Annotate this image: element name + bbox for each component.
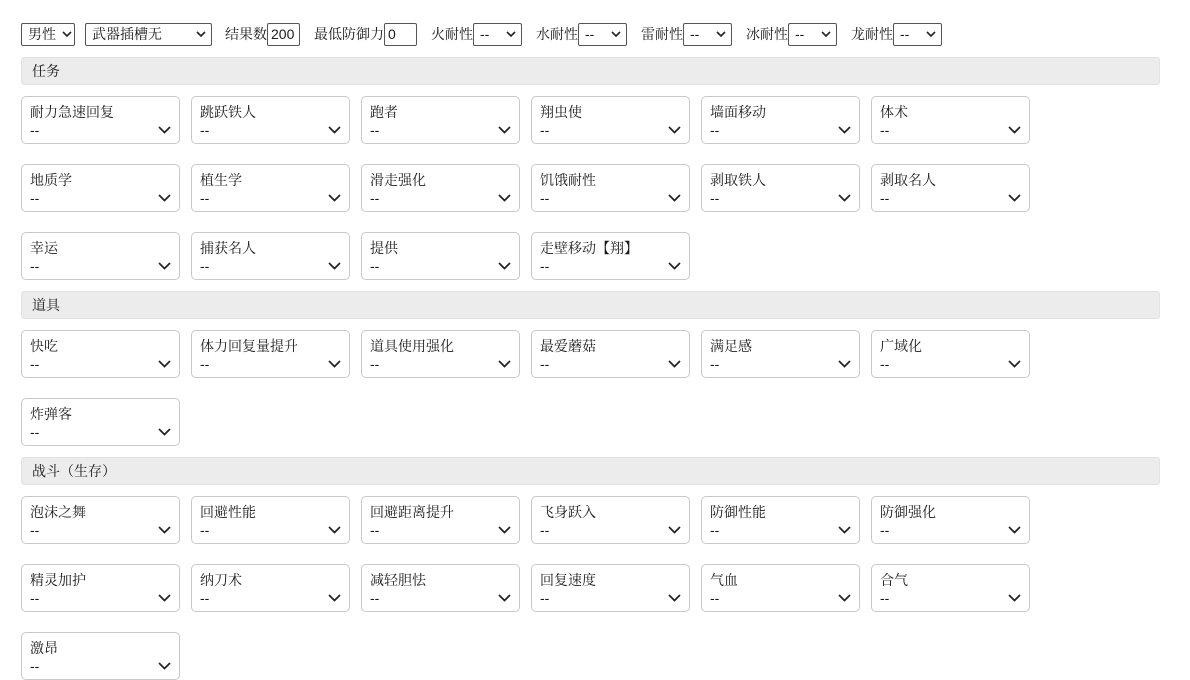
skill-level-value: -- bbox=[30, 424, 40, 440]
skill-level-select[interactable] bbox=[30, 258, 171, 274]
thunder-resistance-select[interactable] bbox=[683, 23, 732, 46]
skill-name: 体力回复量提升 bbox=[200, 338, 298, 354]
chevron-down-icon bbox=[328, 526, 341, 534]
chevron-down-icon bbox=[838, 594, 851, 602]
skill-name: 回复速度 bbox=[540, 572, 596, 588]
fire-resistance-label: 火耐性 bbox=[431, 26, 473, 42]
skill-name: 防御性能 bbox=[710, 504, 766, 520]
chevron-down-icon bbox=[1008, 194, 1021, 202]
thunder-resistance-label: 雷耐性 bbox=[641, 26, 683, 42]
skill-level-select[interactable] bbox=[370, 356, 511, 372]
skill-list bbox=[21, 496, 1160, 680]
skill-name: 地质学 bbox=[30, 172, 72, 188]
ice-resistance-value: -- bbox=[795, 26, 805, 42]
skill-name: 纳刀术 bbox=[200, 572, 242, 588]
skill-name: 幸运 bbox=[30, 240, 58, 256]
chevron-down-icon bbox=[498, 194, 511, 202]
chevron-down-icon bbox=[1008, 126, 1021, 134]
skill-name: 合气 bbox=[880, 572, 908, 588]
skill-box bbox=[361, 330, 520, 378]
skill-level-value: -- bbox=[30, 590, 40, 606]
skill-name: 剥取名人 bbox=[880, 172, 936, 188]
skill-level-select[interactable] bbox=[880, 522, 1021, 538]
skill-box bbox=[871, 330, 1030, 378]
water-resistance-group bbox=[536, 23, 627, 46]
skill-box bbox=[21, 330, 180, 378]
skill-level-select[interactable] bbox=[30, 122, 171, 138]
skill-level-select[interactable] bbox=[200, 590, 341, 606]
skill-name: 广域化 bbox=[880, 338, 922, 354]
skill-box bbox=[361, 496, 520, 544]
skill-level-select[interactable] bbox=[710, 522, 851, 538]
skill-box bbox=[191, 496, 350, 544]
skill-level-value: -- bbox=[30, 122, 40, 138]
chevron-down-icon bbox=[926, 31, 936, 37]
chevron-down-icon bbox=[158, 360, 171, 368]
skill-list bbox=[21, 96, 1160, 280]
chevron-down-icon bbox=[668, 360, 681, 368]
skill-level-select[interactable] bbox=[540, 590, 681, 606]
skill-level-select[interactable] bbox=[370, 590, 511, 606]
skill-level-value: -- bbox=[370, 258, 380, 274]
skill-box bbox=[191, 164, 350, 212]
skill-box bbox=[701, 164, 860, 212]
skill-level-select[interactable] bbox=[710, 122, 851, 138]
dragon-resistance-label: 龙耐性 bbox=[851, 26, 893, 42]
skill-box bbox=[21, 632, 180, 680]
skill-level-select[interactable] bbox=[200, 356, 341, 372]
min-defense-input[interactable] bbox=[384, 23, 417, 46]
skill-name: 炸弹客 bbox=[30, 406, 72, 422]
skill-level-value: -- bbox=[540, 590, 550, 606]
skill-name: 回避性能 bbox=[200, 504, 256, 520]
gender-select[interactable] bbox=[21, 23, 75, 46]
chevron-down-icon bbox=[838, 526, 851, 534]
skill-box bbox=[361, 232, 520, 280]
chevron-down-icon bbox=[668, 194, 681, 202]
skill-box bbox=[21, 232, 180, 280]
skill-level-select[interactable] bbox=[30, 424, 171, 440]
ice-resistance-select[interactable] bbox=[788, 23, 837, 46]
skill-level-select[interactable] bbox=[540, 258, 681, 274]
weapon-slot-select[interactable] bbox=[85, 23, 212, 46]
chevron-down-icon bbox=[328, 360, 341, 368]
skill-list bbox=[21, 330, 1160, 446]
skill-level-value: -- bbox=[200, 258, 210, 274]
skill-box bbox=[361, 96, 520, 144]
skill-box bbox=[531, 96, 690, 144]
skill-level-value: -- bbox=[540, 356, 550, 372]
section-header bbox=[21, 457, 1160, 485]
chevron-down-icon bbox=[158, 194, 171, 202]
skill-name: 跳跃铁人 bbox=[200, 104, 256, 120]
skill-name: 翔虫使 bbox=[540, 104, 582, 120]
skill-section bbox=[21, 457, 1160, 680]
skill-section bbox=[21, 291, 1160, 446]
skill-level-value: -- bbox=[880, 190, 890, 206]
skill-name: 走壁移动【翔】 bbox=[540, 240, 638, 256]
skill-box bbox=[21, 164, 180, 212]
gender-select-value: 男性 bbox=[28, 26, 56, 42]
skill-level-select[interactable] bbox=[30, 356, 171, 372]
skill-box bbox=[21, 398, 180, 446]
chevron-down-icon bbox=[668, 526, 681, 534]
skill-name: 满足感 bbox=[710, 338, 752, 354]
skill-name: 剥取铁人 bbox=[710, 172, 766, 188]
skill-level-select[interactable] bbox=[880, 590, 1021, 606]
skill-level-select[interactable] bbox=[540, 190, 681, 206]
skill-level-select[interactable] bbox=[710, 590, 851, 606]
skill-level-value: -- bbox=[200, 190, 210, 206]
dragon-resistance-group bbox=[851, 23, 942, 46]
skill-level-select[interactable] bbox=[880, 190, 1021, 206]
chevron-down-icon bbox=[668, 594, 681, 602]
chevron-down-icon bbox=[328, 194, 341, 202]
skill-box bbox=[701, 496, 860, 544]
skill-name: 减轻胆怯 bbox=[370, 572, 426, 588]
thunder-resistance-group bbox=[641, 23, 732, 46]
chevron-down-icon bbox=[158, 126, 171, 134]
result-count-input[interactable] bbox=[267, 23, 300, 46]
sections bbox=[21, 57, 1160, 680]
skill-name: 饥饿耐性 bbox=[540, 172, 596, 188]
skill-name: 滑走强化 bbox=[370, 172, 426, 188]
chevron-down-icon bbox=[158, 428, 171, 436]
skill-box bbox=[701, 330, 860, 378]
skill-box bbox=[871, 96, 1030, 144]
section-header bbox=[21, 57, 1160, 85]
chevron-down-icon bbox=[611, 31, 621, 37]
skill-level-value: -- bbox=[370, 190, 380, 206]
skill-box bbox=[871, 564, 1030, 612]
skill-level-select[interactable] bbox=[370, 122, 511, 138]
chevron-down-icon bbox=[1008, 526, 1021, 534]
chevron-down-icon bbox=[1008, 360, 1021, 368]
dragon-resistance-value: -- bbox=[900, 26, 910, 42]
skill-name: 回避距离提升 bbox=[370, 504, 454, 520]
skill-name: 防御强化 bbox=[880, 504, 936, 520]
chevron-down-icon bbox=[716, 31, 726, 37]
water-resistance-select[interactable] bbox=[578, 23, 627, 46]
result-count-label: 结果数 bbox=[225, 26, 267, 42]
water-resistance-label: 水耐性 bbox=[536, 26, 578, 42]
skill-name: 提供 bbox=[370, 240, 398, 256]
skill-box bbox=[531, 232, 690, 280]
skill-level-value: -- bbox=[880, 356, 890, 372]
chevron-down-icon bbox=[62, 31, 72, 37]
chevron-down-icon bbox=[196, 31, 206, 37]
skill-level-value: -- bbox=[710, 356, 720, 372]
skill-level-value: -- bbox=[370, 522, 380, 538]
filter-toolbar bbox=[21, 22, 1160, 46]
fire-resistance-select[interactable] bbox=[473, 23, 522, 46]
skill-level-value: -- bbox=[880, 522, 890, 538]
skill-name: 耐力急速回复 bbox=[30, 104, 114, 120]
skill-level-value: -- bbox=[30, 658, 40, 674]
skill-level-select[interactable] bbox=[540, 356, 681, 372]
thunder-resistance-value: -- bbox=[690, 26, 700, 42]
skill-level-value: -- bbox=[370, 356, 380, 372]
skill-name: 墙面移动 bbox=[710, 104, 766, 120]
skill-level-value: -- bbox=[880, 590, 890, 606]
skill-level-select[interactable] bbox=[30, 522, 171, 538]
skill-box bbox=[191, 564, 350, 612]
chevron-down-icon bbox=[498, 594, 511, 602]
section-title: 战斗（生存） bbox=[32, 463, 116, 479]
skill-level-select[interactable] bbox=[200, 122, 341, 138]
chevron-down-icon bbox=[498, 360, 511, 368]
chevron-down-icon bbox=[498, 262, 511, 270]
skill-level-value: -- bbox=[540, 122, 550, 138]
skill-level-select[interactable] bbox=[540, 122, 681, 138]
skill-level-value: -- bbox=[540, 190, 550, 206]
chevron-down-icon bbox=[506, 31, 516, 37]
skill-level-select[interactable] bbox=[200, 258, 341, 274]
section-title: 任务 bbox=[32, 63, 60, 79]
skill-box bbox=[191, 330, 350, 378]
fire-resistance-group bbox=[431, 23, 522, 46]
water-resistance-value: -- bbox=[585, 26, 595, 42]
skill-section bbox=[21, 57, 1160, 280]
skill-name: 捕获名人 bbox=[200, 240, 256, 256]
skill-level-select[interactable] bbox=[30, 658, 171, 674]
skill-name: 体术 bbox=[880, 104, 908, 120]
chevron-down-icon bbox=[838, 360, 851, 368]
skill-level-select[interactable] bbox=[370, 258, 511, 274]
skill-name: 快吃 bbox=[30, 338, 58, 354]
skill-box bbox=[531, 564, 690, 612]
skill-level-value: -- bbox=[370, 122, 380, 138]
skill-level-select[interactable] bbox=[710, 356, 851, 372]
ice-resistance-group bbox=[746, 23, 837, 46]
fire-resistance-value: -- bbox=[480, 26, 490, 42]
skill-level-select[interactable] bbox=[30, 190, 171, 206]
skill-name: 最爱蘑菇 bbox=[540, 338, 596, 354]
skill-name: 跑者 bbox=[370, 104, 398, 120]
skill-box bbox=[361, 564, 520, 612]
skill-level-value: -- bbox=[710, 122, 720, 138]
chevron-down-icon bbox=[498, 126, 511, 134]
skill-level-value: -- bbox=[710, 190, 720, 206]
skill-level-value: -- bbox=[710, 522, 720, 538]
chevron-down-icon bbox=[821, 31, 831, 37]
skill-level-value: -- bbox=[30, 356, 40, 372]
skill-name: 精灵加护 bbox=[30, 572, 86, 588]
chevron-down-icon bbox=[668, 126, 681, 134]
skill-name: 道具使用强化 bbox=[370, 338, 454, 354]
skill-level-value: -- bbox=[200, 122, 210, 138]
skill-level-value: -- bbox=[540, 522, 550, 538]
result-count-group bbox=[225, 23, 300, 46]
skill-level-value: -- bbox=[200, 590, 210, 606]
skill-level-value: -- bbox=[710, 590, 720, 606]
skill-box bbox=[531, 164, 690, 212]
section-title: 道具 bbox=[32, 297, 60, 313]
chevron-down-icon bbox=[328, 262, 341, 270]
min-defense-group bbox=[314, 23, 417, 46]
skill-box bbox=[871, 164, 1030, 212]
skill-box bbox=[21, 564, 180, 612]
chevron-down-icon bbox=[838, 126, 851, 134]
skill-name: 激昂 bbox=[30, 640, 58, 656]
skill-level-select[interactable] bbox=[370, 522, 511, 538]
chevron-down-icon bbox=[158, 262, 171, 270]
chevron-down-icon bbox=[1008, 594, 1021, 602]
skill-name: 植生学 bbox=[200, 172, 242, 188]
min-defense-label: 最低防御力 bbox=[314, 26, 384, 42]
skill-level-select[interactable] bbox=[370, 190, 511, 206]
skill-box bbox=[21, 496, 180, 544]
skill-level-select[interactable] bbox=[540, 522, 681, 538]
chevron-down-icon bbox=[158, 662, 171, 670]
skill-level-value: -- bbox=[200, 522, 210, 538]
skill-level-value: -- bbox=[880, 122, 890, 138]
skill-level-value: -- bbox=[30, 522, 40, 538]
chevron-down-icon bbox=[668, 262, 681, 270]
skill-level-select[interactable] bbox=[200, 190, 341, 206]
skill-name: 气血 bbox=[710, 572, 738, 588]
skill-level-select[interactable] bbox=[880, 122, 1021, 138]
skill-level-value: -- bbox=[30, 190, 40, 206]
skill-level-select[interactable] bbox=[200, 522, 341, 538]
skill-level-value: -- bbox=[370, 590, 380, 606]
skill-level-select[interactable] bbox=[880, 356, 1021, 372]
weapon-slot-select-value: 武器插槽无 bbox=[92, 26, 162, 42]
skill-box bbox=[701, 96, 860, 144]
chevron-down-icon bbox=[838, 194, 851, 202]
skill-box bbox=[361, 164, 520, 212]
skill-box bbox=[531, 496, 690, 544]
section-header bbox=[21, 291, 1160, 319]
skill-box bbox=[191, 232, 350, 280]
chevron-down-icon bbox=[328, 126, 341, 134]
skill-level-select[interactable] bbox=[710, 190, 851, 206]
dragon-resistance-select[interactable] bbox=[893, 23, 942, 46]
skill-level-select[interactable] bbox=[30, 590, 171, 606]
chevron-down-icon bbox=[498, 526, 511, 534]
skill-level-value: -- bbox=[30, 258, 40, 274]
skill-level-value: -- bbox=[200, 356, 210, 372]
skill-name: 泡沫之舞 bbox=[30, 504, 86, 520]
skill-level-value: -- bbox=[540, 258, 550, 274]
skill-box bbox=[871, 496, 1030, 544]
skill-box bbox=[21, 96, 180, 144]
chevron-down-icon bbox=[158, 594, 171, 602]
skill-box bbox=[531, 330, 690, 378]
skill-name: 飞身跃入 bbox=[540, 504, 596, 520]
ice-resistance-label: 冰耐性 bbox=[746, 26, 788, 42]
skill-box bbox=[701, 564, 860, 612]
chevron-down-icon bbox=[328, 594, 341, 602]
chevron-down-icon bbox=[158, 526, 171, 534]
skill-box bbox=[191, 96, 350, 144]
